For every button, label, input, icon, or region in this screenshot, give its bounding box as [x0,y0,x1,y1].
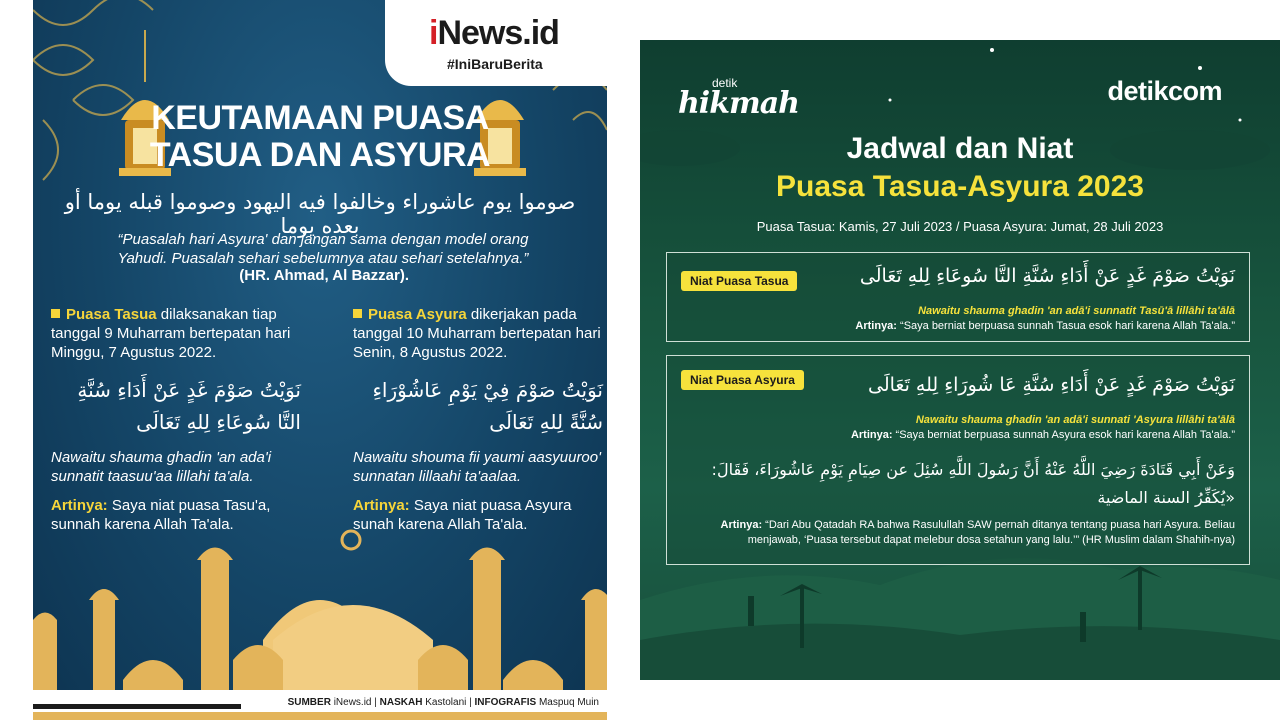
poster-title-line2: Puasa Tasua-Asyura 2023 [776,170,1144,203]
niat-tasua-label: Niat Puasa Tasua [681,271,797,291]
hadith-arabic: وَعَنْ أَبِي قَتَادَةَ رَضِيَ اللَّهُ عَنْهُ أَنَّ رَسُولَ اللَّهِ سُئِلَ عن صِيَامِ يَوْمِ عَاشُورَاءَ، فَقَالَ: «يُكَفِّرُ السنة الماضية [711,460,1235,507]
niat-tasua-box [666,252,1250,342]
niat-asyura-artinya: Artinya: “Saya berniat berpuasa sunnah Asyura esok hari karena Allah Ta'ala.” [850,429,1235,441]
asyura-column: Puasa Asyura dikerjakan pada tanggal 10 Muharram bertepatan hari Senin, 8 Agustus 2022. نَوَيْتُ صَوْمَ فِيْ يَوْمِ عَاشُوْرَاءِ سُنَّةً لِلهِ تَعَالَى Nawaitu shouma fii yaumi aasyuuroo' sunnatan lillaahi ta'aalaa. Artinya: Saya niat puasa Asyura sunah karena Allah Ta'ala. [353,306,603,533]
source-bar [33,704,241,709]
hadith-translation: “Puasalah hari Asyura' dan jangan sama dengan model orang Yahudi. Puasalah sehari sebelumnya atau sehari setelahnya.” [117,231,529,267]
arabic-hadith: صوموا يوم عاشوراء وخالفوا فيه اليهود وصوموا قبله يوما أو بعده يوما [64,190,576,238]
niat-asyura-latin: Nawaitu shauma ghadin 'an adā'i sunnati 'Asyura lillāhi ta'ālā [915,414,1235,426]
poster-title: KEUTAMAAN PUASA TASUA DAN ASYURA [149,99,491,174]
inews-hashtag: #IniBaruBerita [447,56,543,72]
tasua-latin-niat: Nawaitu shauma ghadin 'an ada'i sunnatit taasuu'aa lillahi ta'ala. [51,449,272,485]
fasting-dates: Puasa Tasua: Kamis, 27 Juli 2023 / Puasa Asyura: Jumat, 28 Juli 2023 [756,219,1164,234]
bullet-square-icon [353,309,362,318]
inews-logo: iNews.id [429,14,559,52]
niat-tasua-artinya: Artinya: “Saya berniat berpuasa sunnah Tasua esok hari karena Allah Ta'ala.” [855,320,1235,332]
asyura-artinya: Artinya: Saya niat puasa Asyura sunah karena Allah Ta'ala. [353,497,572,533]
bullet-square-icon [51,309,60,318]
niat-asyura-arabic: نَوَيْتُ صَوْمَ غَدٍ عَنْ أَدَاءِ سُنَّةِ عَا شُورَاءِ لِلهِ تَعَالَى [867,374,1235,396]
tasua-artinya: Artinya: Saya niat puasa Tasu'a, sunnah karena Allah Ta'ala. [51,497,271,533]
infographic-detik: detik hikmah detikcom Jadwal dan Niat Puasa Tasua-Asyura 2023 Puasa Tasua: Kamis, 27 Juli 2023 / Puasa Asyura: Jumat, 28 Juli 2023 Niat Puasa Tasua نَوَيْتُ صَوْمَ غَدٍ عَنْ أَدَاءِ سُنَّةِ التَّا سُوعَاءِ لِلهِ تَعَالَى Nawaitu shauma ghadin 'an adā'i sunnatit Tasū'ā lillāhi ta'ālā Artinya: “Saya berniat berpuasa sunnah Tasua esok hari karena Allah Ta'ala.” Niat Puasa Asyura نَوَيْتُ صَوْمَ غَدٍ عَنْ أَدَاءِ سُنَّةِ عَا شُورَاءِ لِلهِ تَعَالَى Nawaitu shauma ghadin 'an adā'i sunnati 'Asyura lillāhi ta'ālā Artinya: “Saya berniat berpuasa sunnah Asyura esok hari karena Allah Ta'ala.” وَعَنْ أَبِي قَتَادَةَ رَضِيَ اللَّهُ عَنْهُ أَنَّ رَسُولَ اللَّهِ سُئِلَ عن صِيَامِ يَوْمِ عَاشُورَاءَ، فَقَالَ: «يُكَفِّرُ السنة الماضية Artinya: “Dari Abu Qatadah RA bahwa Rasulullah SAW pernah ditanya tentang puasa hari Asyura. Beliau menjawab, ‘Puasa tersebut dapat melebur dosa setahun yang lalu.’” (HR Muslim dalam Shahih-nya) [640,40,1280,680]
niat-tasua-arabic: نَوَيْتُ صَوْمَ غَدٍ عَنْ أَدَاءِ سُنَّةِ التَّا سُوعَاءِ لِلهِ تَعَالَى [859,265,1235,287]
infographic-inews [33,0,607,720]
hadith-artinya: Artinya: “Dari Abu Qatadah RA bahwa Rasulullah SAW pernah ditanya tentang puasa hari Asyura. Beliau menjawab, ‘Puasa tersebut dapat melebur dosa setahun yang lalu.’” (HR Muslim dalam Shahih-nya) [720,519,1235,546]
niat-tasua-latin: Nawaitu shauma ghadin 'an adā'i sunnatit Tasū'ā lillāhi ta'ālā [918,305,1235,317]
niat-asyura-box [666,355,1250,565]
poster-title-line1: Jadwal dan Niat [846,132,1074,165]
tasua-arabic-niat: نَوَيْتُ صَوْمَ غَدٍ عَنْ أَدَاءِ سُنَّةِ التَّا سُوعَاءِ لِلهِ تَعَالَى [77,378,301,434]
niat-asyura-label: Niat Puasa Asyura [681,370,804,390]
asyura-latin-niat: Nawaitu shouma fii yaumi aasyuuroo' sunnatan lillaahi ta'aalaa. [353,449,601,485]
detikcom-logo: detikcom [1107,76,1222,106]
hadith-source: (HR. Ahmad, Al Bazzar). [239,267,409,284]
asyura-arabic-niat: نَوَيْتُ صَوْمَ فِيْ يَوْمِ عَاشُوْرَاءِ سُنَّةً لِلهِ تَعَالَى [372,378,603,434]
tasua-column: Puasa Tasua dilaksanakan tiap tanggal 9 Muharram bertepatan hari Minggu, 7 Agustus 2022. نَوَيْتُ صَوْمَ غَدٍ عَنْ أَدَاءِ سُنَّةِ التَّا سُوعَاءِ لِلهِ تَعَالَى Nawaitu shauma ghadin 'an ada'i sunnatit taasuu'aa lillahi ta'ala. Artinya: Saya niat puasa Tasu'a, sunnah karena Allah Ta'ala. [51,306,301,533]
inews-logo-box [385,0,607,86]
source-credits: SUMBER iNews.id | NASKAH Kastolani | INFOGRAFIS Maspuq Muin [287,697,599,708]
